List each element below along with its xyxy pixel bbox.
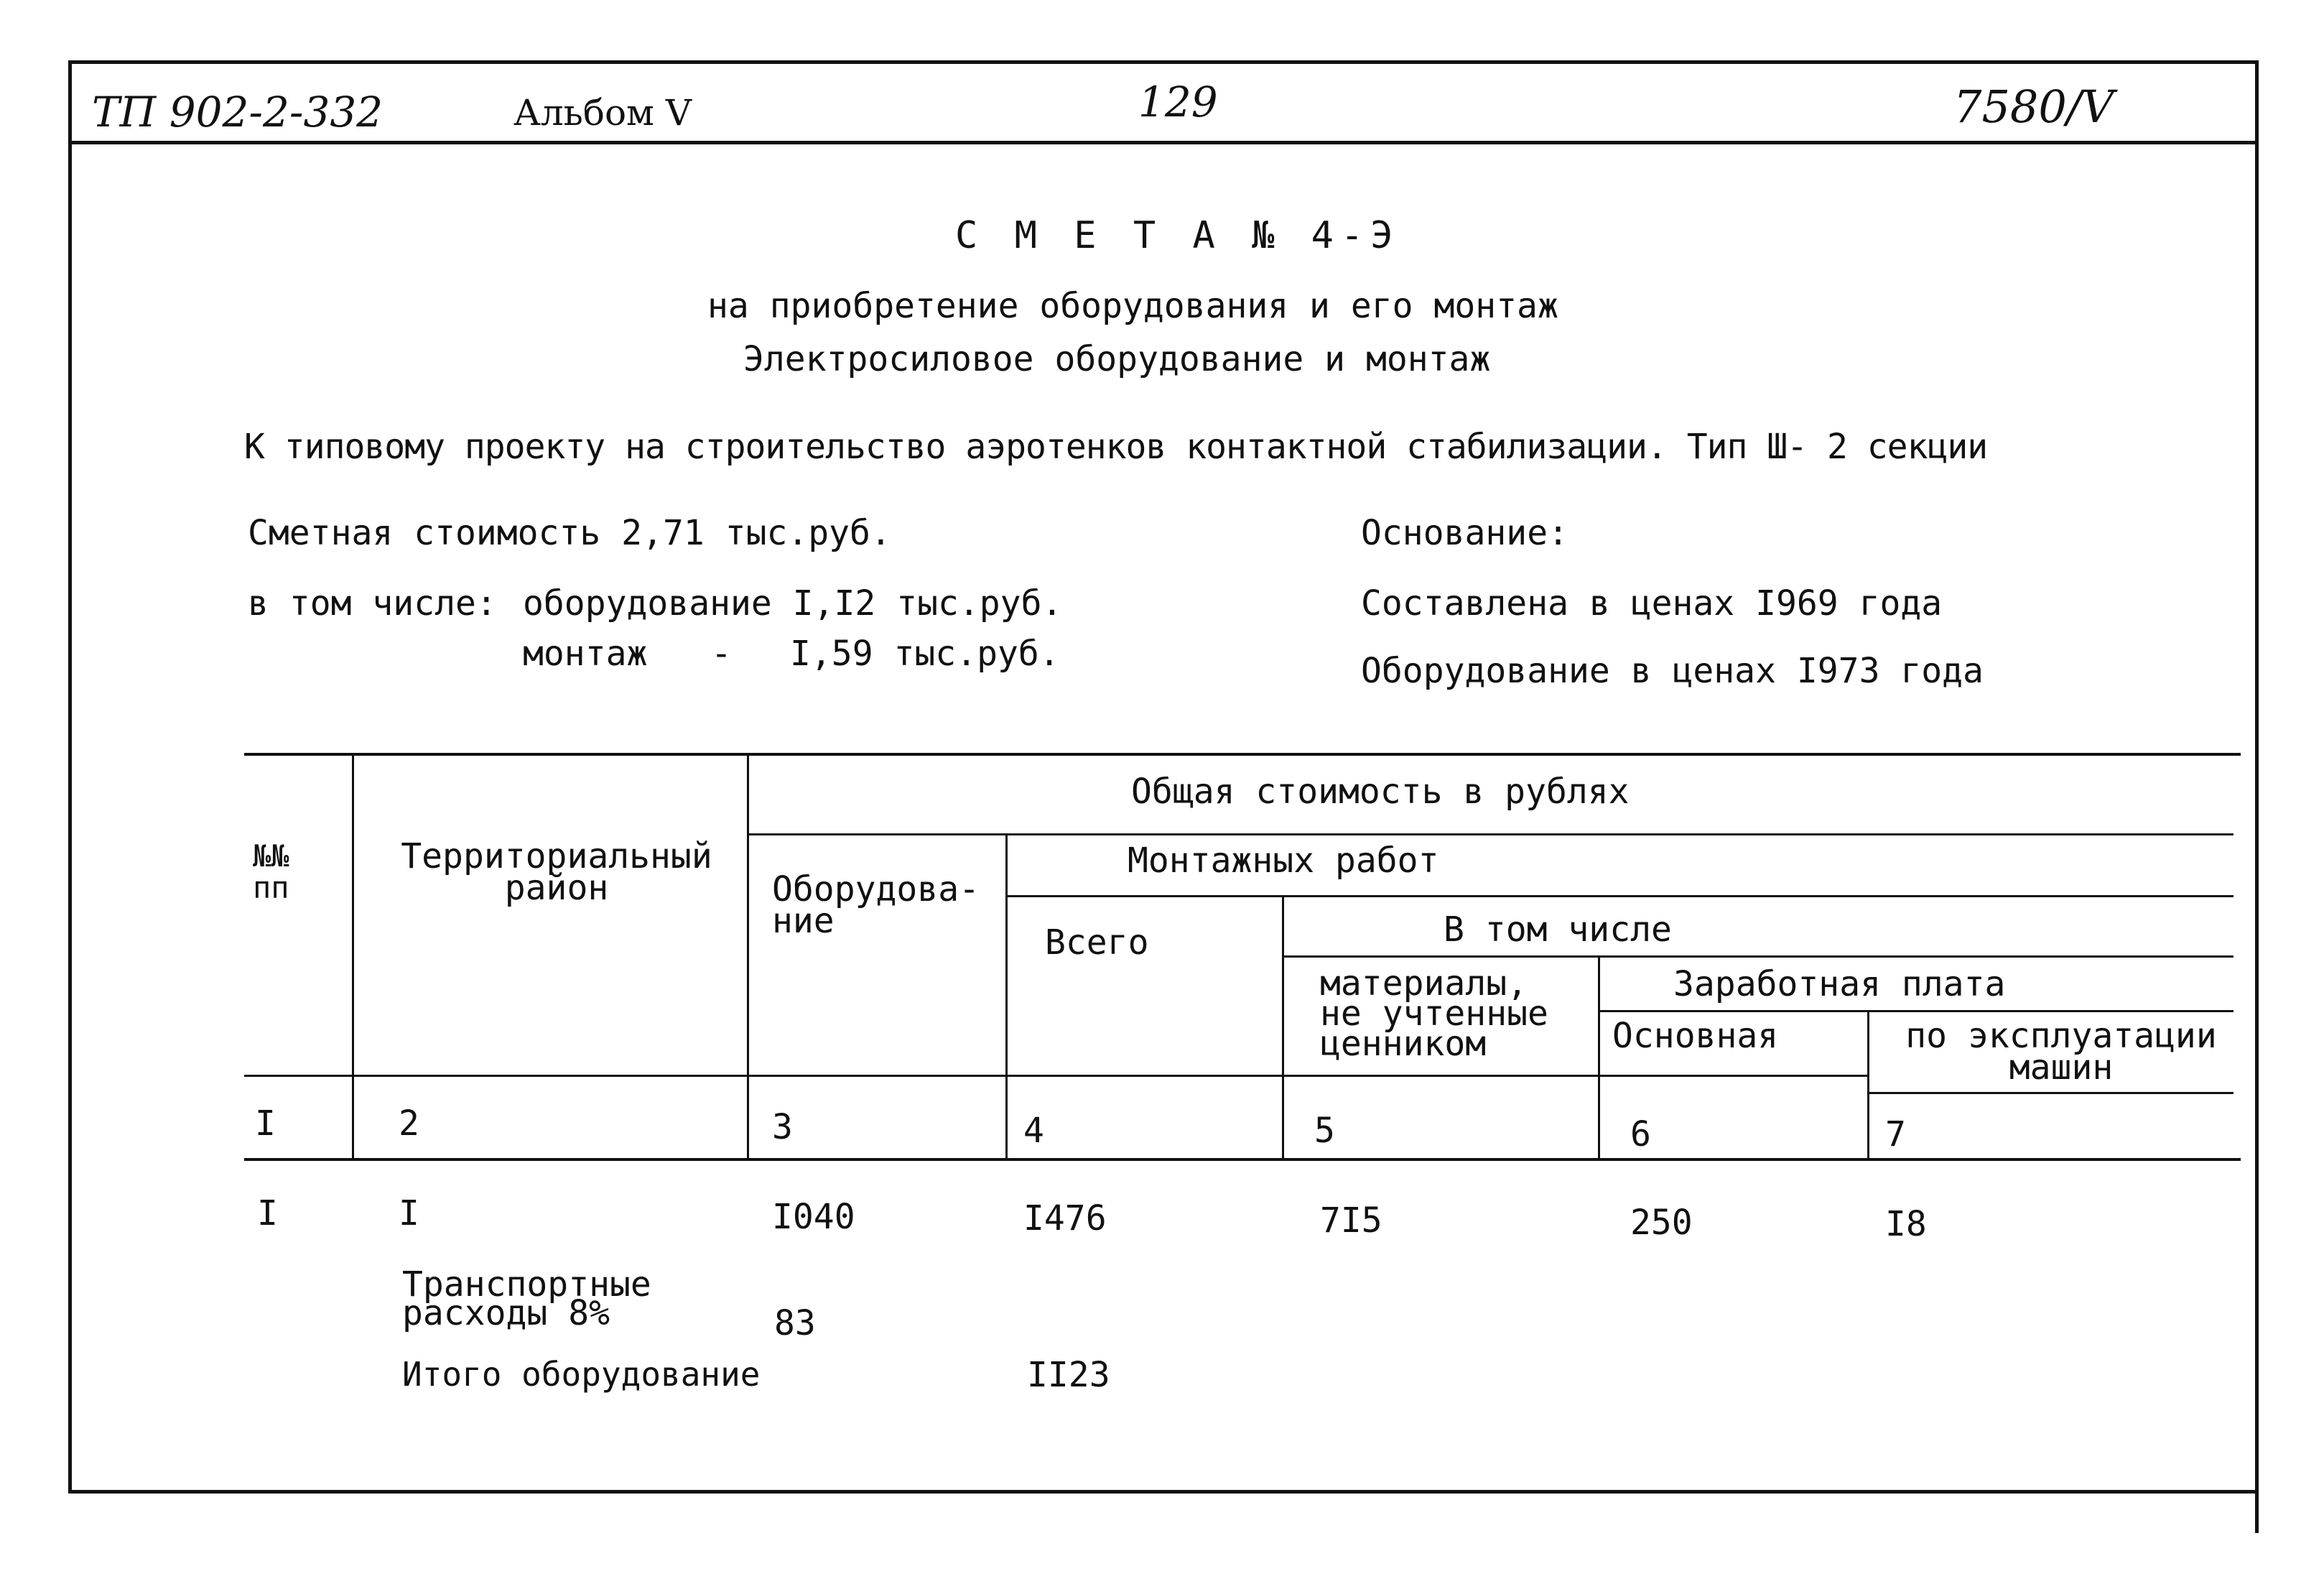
cost-equipment: оборудование I,I2 тыс.руб.	[523, 583, 1063, 624]
vline-3	[1005, 833, 1008, 1158]
colnum-5: 5	[1314, 1111, 1335, 1151]
cost-mounting-label: монтаж	[523, 634, 648, 674]
colnum-1: I	[255, 1103, 276, 1144]
line-above-col-numbers	[244, 1075, 1867, 1077]
hdr-machines: по эксплуатации машин	[1905, 1016, 2217, 1088]
hdr-salary: Заработная плата	[1673, 964, 2006, 1004]
table-top-line	[244, 753, 2241, 756]
frame-bottom	[68, 1490, 2259, 1494]
colnum-2: 2	[399, 1103, 419, 1144]
frame-left	[68, 60, 72, 1494]
title-line-1: на приобретение оборудования и его монтаж	[707, 286, 1558, 326]
row-basic: 250	[1630, 1203, 1693, 1243]
cost-mounting-value: I,59 тыс.руб.	[790, 634, 1060, 674]
line-under-machines	[1867, 1092, 2234, 1094]
cost-incl-label: в том числе:	[248, 583, 497, 624]
colnum-4: 4	[1023, 1111, 1044, 1151]
line-under-col-numbers	[244, 1158, 2241, 1161]
total-value: II23	[1027, 1355, 1110, 1395]
cost-mounting-dash: -	[711, 634, 732, 674]
vline-4	[1282, 895, 1284, 1158]
frame-stamp-line	[68, 141, 2259, 144]
basis-line-1: Составлена в ценах I969 года	[1361, 583, 1943, 624]
estimate-heading: С М Е Т А № 4-Э	[955, 214, 1400, 257]
cost-total: Сметная стоимость 2,71 тыс.руб.	[248, 513, 891, 553]
hdr-region: Территориальный район	[401, 836, 712, 908]
colnum-7: 7	[1885, 1114, 1906, 1154]
project-line: К типовому проекту на строительство аэротенков контактной стабилизации. Тип Ш- 2 секции	[244, 427, 1988, 467]
basis-line-2: Оборудование в ценах I973 года	[1361, 651, 1984, 691]
hdr-basic: Основная	[1612, 1016, 1779, 1056]
hdr-mounting: Монтажных работ	[1128, 841, 1439, 881]
stamp-page: 129	[1138, 78, 1218, 126]
hdr-num: №№ пп	[253, 838, 289, 905]
transport-value: 83	[774, 1303, 816, 1343]
hdr-incl: В том числе	[1444, 909, 1672, 950]
hdr-materials: материалы, не учтенные ценником	[1320, 963, 1548, 1064]
stamp-album-text: Альбом V	[513, 92, 692, 134]
vline-2	[747, 756, 749, 1158]
hdr-equipment: Оборудова- ние	[772, 869, 980, 941]
stamp-sheet: 7580/V	[1953, 80, 2114, 133]
vline-5	[1598, 955, 1600, 1158]
title-line-2: Электросиловое оборудование и монтаж	[743, 339, 1491, 379]
hdr-total-cost: Общая стоимость в рублях	[1131, 772, 1630, 812]
stamp-project: ТП 902-2-332	[92, 88, 384, 136]
row-materials: 7I5	[1320, 1200, 1382, 1241]
line-under-incl	[1282, 955, 2234, 958]
line-under-total-cost	[747, 833, 2234, 835]
basis-label: Основание:	[1361, 513, 1568, 553]
colnum-3: 3	[772, 1107, 793, 1147]
hdr-all: Всего	[1045, 922, 1149, 963]
total-label: Итого оборудование	[402, 1355, 761, 1394]
colnum-6: 6	[1630, 1114, 1651, 1154]
row-machines: I8	[1885, 1204, 1927, 1244]
vline-1	[352, 756, 354, 1158]
line-under-mounting	[1005, 895, 2234, 897]
row-equipment: I040	[772, 1197, 855, 1237]
stamp-album	[513, 92, 692, 134]
frame-top	[68, 60, 2259, 64]
vline-6	[1867, 1010, 1869, 1158]
row-num: I	[257, 1193, 278, 1233]
transport-label: Транспортные расходы 8%	[402, 1264, 651, 1333]
row-region: I	[399, 1193, 419, 1233]
frame-right	[2255, 60, 2259, 1533]
line-under-salary	[1598, 1010, 2234, 1012]
row-all: I476	[1023, 1198, 1107, 1238]
